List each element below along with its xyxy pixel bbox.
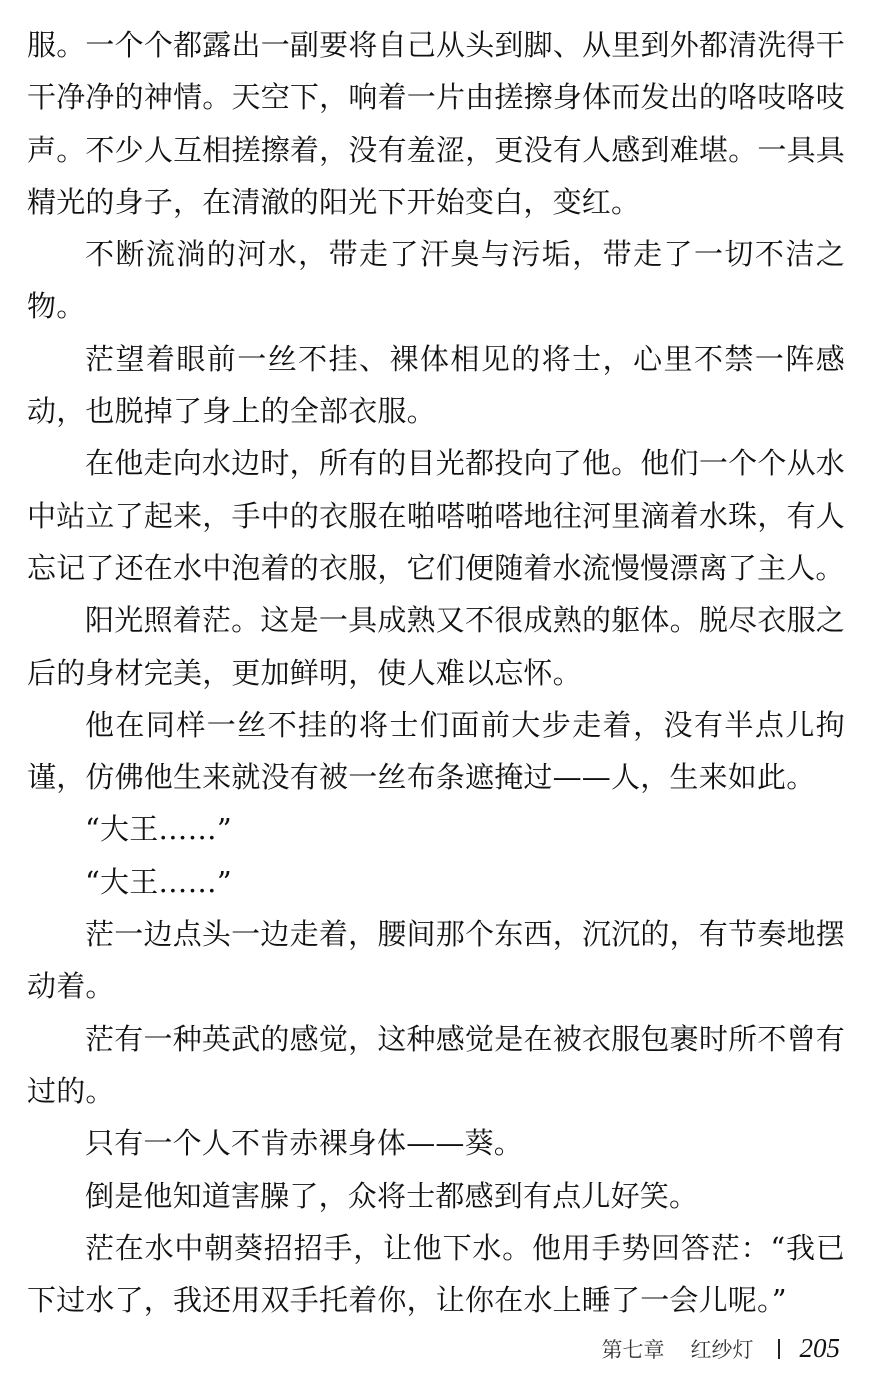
paragraph: 在他走向水边时，所有的目光都投向了他。他们一个个从水中站立了起来，手中的衣服在啪嗒啪嗒地往河里滴着水珠，有人忘记了还在水中泡着的衣服，它们便随着水流慢慢漂离了主人。 (27, 446, 845, 585)
chapter-title: 红纱灯 (690, 1338, 754, 1362)
paragraph: 茫望着眼前一丝不挂、裸体相见的将士，心里不禁一阵感动，也脱掉了身上的全部衣服。 (27, 341, 845, 429)
paragraph: 茫一边点头一边走着，腰间那个东西，沉沉的，有节奏地摆动着。 (27, 917, 845, 1004)
paragraph: 只有一个人不肯赤裸身体——葵。 (85, 1126, 524, 1161)
paragraph: 服。一个个都露出一副要将自己从头到脚、从里到外都清洗得干干净净的神情。天空下，响着一片由搓擦身体而发出的咯吱咯吱声。不少人互相搓擦着，没有羞涩，更没有人感到难堪。一具具精光的身子，在清澈的阳光下开始变白，变红。 (27, 28, 845, 219)
page-number: 205 (799, 1333, 840, 1363)
page-footer (602, 1333, 841, 1364)
footer-divider (778, 1339, 780, 1359)
paragraph: 茫在水中朝葵招招手，让他下水。他用手势回答茫：“我已下过水了，我还用双手托着你，让你在水上睡了一会儿呢。” (27, 1230, 845, 1318)
chapter-label: 第七章 (601, 1338, 665, 1362)
dialogue-line: “大王……” (85, 864, 232, 899)
paragraph: 他在同样一丝不挂的将士们面前大步走着，没有半点儿拘谨，仿佛他生来就没有被一丝布条遮掩过——人，生来如此。 (27, 707, 845, 795)
paragraph: 阳光照着茫。这是一具成熟又不很成熟的躯体。脱尽衣服之后的身材完美，更加鲜明，使人难以忘怀。 (27, 603, 845, 690)
page-body (27, 19, 845, 1326)
paragraph: 茫有一种英武的感觉，这种感觉是在被衣服包裹时所不曾有过的。 (27, 1021, 845, 1108)
dialogue-line: “大王……” (85, 812, 232, 847)
paragraph: 不断流淌的河水，带走了汗臭与污垢，带走了一切不洁之物。 (27, 237, 845, 324)
paragraph: 倒是他知道害臊了，众将士都感到有点儿好笑。 (85, 1178, 699, 1213)
